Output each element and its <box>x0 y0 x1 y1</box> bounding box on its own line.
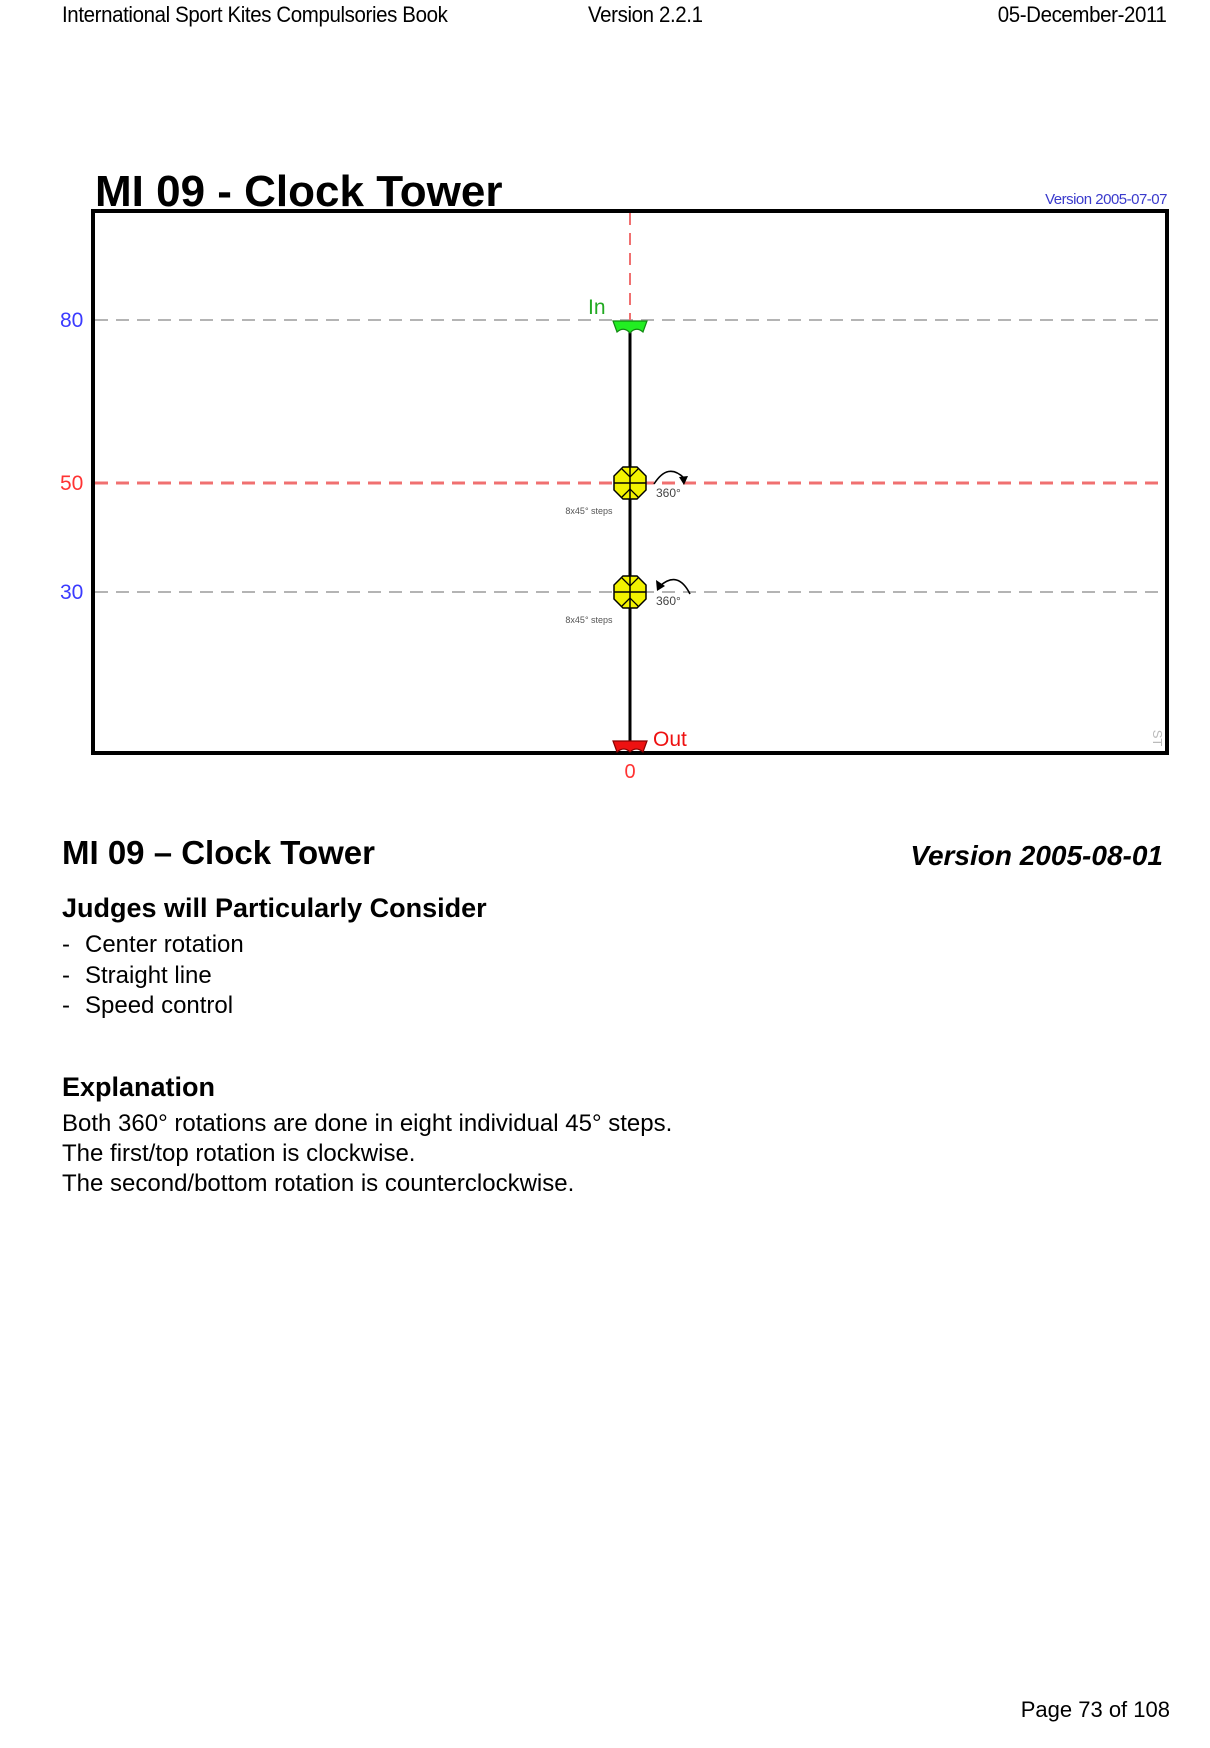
page-number: Page 73 of 108 <box>1020 1697 1170 1722</box>
rotation-marker-icon <box>614 576 646 608</box>
explanation-heading: Explanation <box>62 1072 216 1102</box>
diagram-version: Version 2005-07-07 <box>1045 191 1167 208</box>
list-marker: - <box>62 992 70 1019</box>
list-item <box>62 961 244 992</box>
explanation-line: Both 360° rotations are done in eight individual 45° steps. <box>62 1110 673 1137</box>
explanation-line: The second/bottom rotation is counterclockwise. <box>62 1170 575 1197</box>
out-label: Out <box>653 728 687 751</box>
rotation-angle-label: 360° <box>656 594 681 608</box>
author-initials: ST <box>1150 729 1165 747</box>
axis-label-80: 80 <box>60 309 84 332</box>
diagram-title: MI 09 - Clock Tower <box>95 167 503 216</box>
list-item <box>62 930 244 961</box>
rotation-steps-label: 8x45° steps <box>565 615 613 625</box>
axis-label-30: 30 <box>60 581 84 604</box>
rotation-angle-label: 360° <box>656 486 681 500</box>
header-version: Version 2.2.1 <box>588 2 703 27</box>
figure-diagram <box>0 0 1210 800</box>
list-item <box>62 991 244 1022</box>
list-marker: - <box>62 961 70 989</box>
header-date: 05-December-2011 <box>998 2 1167 27</box>
out-marker-icon <box>613 741 647 752</box>
rotation-marker-icon <box>614 467 646 499</box>
list-item-text: Speed control <box>85 992 234 1019</box>
list-item-text: Center rotation <box>85 931 244 958</box>
explanation-body <box>62 1109 672 1199</box>
section-version: Version 2005-08-01 <box>910 840 1163 871</box>
list-item-text: Straight line <box>85 961 212 989</box>
explanation-line: The first/top rotation is clockwise. <box>62 1140 416 1167</box>
axis-label-50: 50 <box>60 472 84 495</box>
in-label: In <box>588 296 606 319</box>
in-marker-icon <box>613 321 647 333</box>
axis-label-0: 0 <box>624 761 636 783</box>
header-book-title: International Sport Kites Compulsories Book <box>62 2 448 27</box>
section-title: MI 09 – Clock Tower <box>62 834 375 871</box>
list-marker: - <box>62 931 70 958</box>
judges-list <box>62 930 244 1022</box>
judges-heading: Judges will Particularly Consider <box>62 893 487 923</box>
rotation-steps-label: 8x45° steps <box>565 506 613 516</box>
